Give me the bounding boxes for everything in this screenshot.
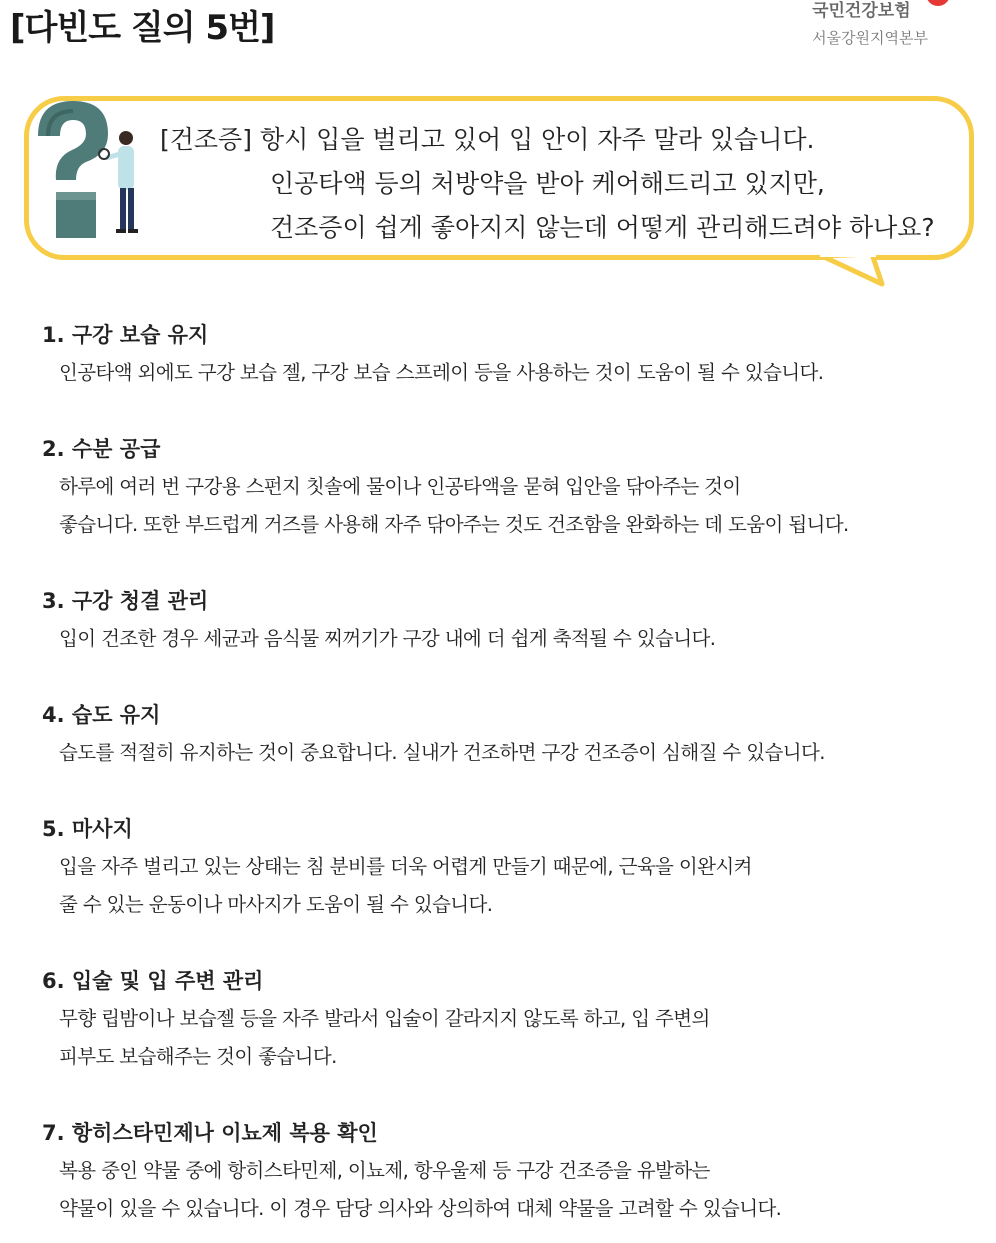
section-body-line: 약물이 있을 수 있습니다. 이 경우 담당 의사와 상의하여 대체 약물을 고려할 수 있습니다. <box>59 1197 782 1220</box>
logo-mark-icon <box>926 0 950 6</box>
answer-section <box>42 430 972 544</box>
answer-section <box>42 696 972 772</box>
section-body-line: 복용 중인 약물 중에 항히스타민제, 이뇨제, 항우울제 등 구강 건조증을 유발하는 <box>59 1159 710 1182</box>
section-title: 4. 습도 유지 <box>42 703 161 727</box>
answer-list <box>42 316 972 1228</box>
section-body-line: 좋습니다. 또한 부드럽게 거즈를 사용해 자주 닦아주는 것도 건조함을 완화하는 데 도움이 됩니다. <box>59 513 849 536</box>
section-body-line: 줄 수 있는 운동이나 마사지가 도움이 될 수 있습니다. <box>59 893 493 916</box>
question-line-2: 인공타액 등의 처방약을 받아 케어해드리고 있지만, <box>270 169 825 198</box>
answer-section <box>42 962 972 1076</box>
organization-logo <box>812 0 928 48</box>
page-title: [다빈도 질의 5번] <box>10 8 275 48</box>
section-body-line: 하루에 여러 번 구강용 스펀지 칫솔에 물이나 인공타액을 묻혀 입안을 닦아주는 것이 <box>59 475 741 498</box>
section-title: 5. 마사지 <box>42 817 133 841</box>
question-label: [건조증] <box>160 125 252 154</box>
question-line-3: 건조증이 쉽게 좋아지지 않는데 어떻게 관리해드려야 하나요? <box>270 213 935 242</box>
section-title: 3. 구강 청결 관리 <box>42 589 209 613</box>
answer-section <box>42 810 972 924</box>
logo-branch-text: 서울강원지역본부 <box>812 29 928 47</box>
section-body-line: 피부도 보습해주는 것이 좋습니다. <box>59 1045 337 1068</box>
section-title: 7. 항히스타민제나 이뇨제 복용 확인 <box>42 1121 378 1145</box>
section-title: 6. 입술 및 입 주변 관리 <box>42 969 264 993</box>
section-body-line: 인공타액 외에도 구강 보습 젤, 구강 보습 스프레이 등을 사용하는 것이 도움이 될 수 있습니다. <box>59 361 824 384</box>
section-body-line: 입을 자주 벌리고 있는 상태는 침 분비를 더욱 어렵게 만들기 때문에, 근육을 이완시켜 <box>59 855 752 878</box>
answer-section <box>42 1114 972 1228</box>
section-title: 1. 구강 보습 유지 <box>42 323 209 347</box>
answer-section <box>42 316 972 392</box>
logo-brand-text: 국민건강보험 <box>812 1 911 21</box>
section-body-line: 무향 립밤이나 보습젤 등을 자주 발라서 입술이 갈라지지 않도록 하고, 입 주변의 <box>59 1007 710 1030</box>
section-title: 2. 수분 공급 <box>42 437 161 461</box>
section-body-line: 습도를 적절히 유지하는 것이 중요합니다. 실내가 건조하면 구강 건조증이 심해질 수 있습니다. <box>59 741 825 764</box>
speech-bubble-tail <box>820 250 890 290</box>
section-body-line: 입이 건조한 경우 세균과 음식물 찌꺼기가 구강 내에 더 쉽게 축적될 수 있습니다. <box>59 627 716 650</box>
question-text <box>160 118 970 250</box>
question-line-1: [건조증] 항시 입을 벌리고 있어 입 안이 자주 말라 있습니다. <box>160 125 815 154</box>
question-person-icon <box>28 96 168 256</box>
answer-section <box>42 582 972 658</box>
